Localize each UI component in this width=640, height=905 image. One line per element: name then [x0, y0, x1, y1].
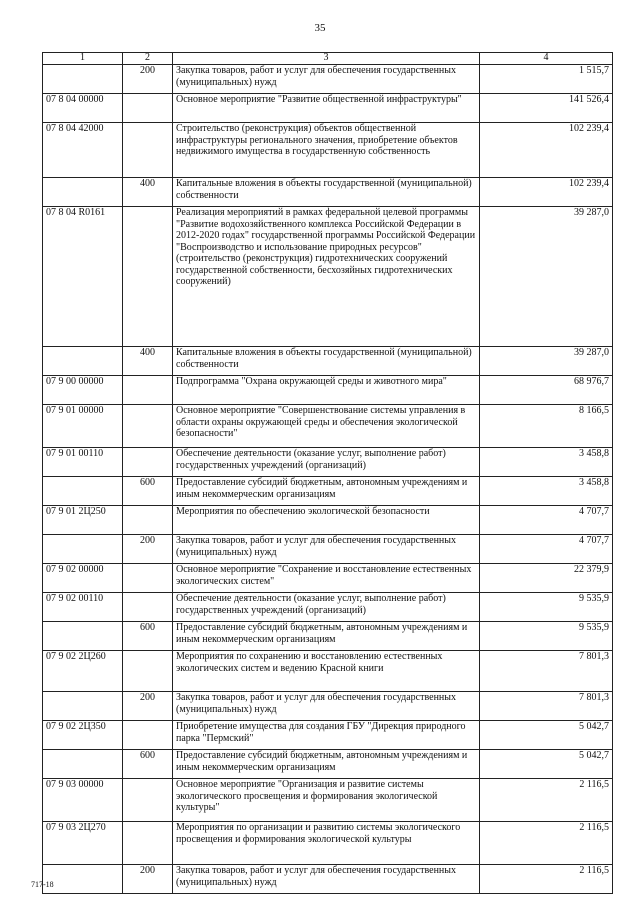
row-expense-type: [123, 376, 173, 405]
row-code: 07 9 02 00110: [43, 593, 123, 622]
row-name: Закупка товаров, работ и услуг для обеспечения государственных (муниципальных) нужд: [173, 65, 480, 94]
row-code: 07 9 01 00110: [43, 448, 123, 477]
row-amount: 9 535,9: [480, 622, 613, 651]
table-row: [43, 564, 613, 593]
row-expense-type: 200: [123, 535, 173, 564]
row-name: Основное мероприятие "Развитие общественной инфраструктуры": [173, 94, 480, 123]
table-row: [43, 822, 613, 865]
row-amount: 141 526,4: [480, 94, 613, 123]
row-code: [43, 692, 123, 721]
table-row: [43, 123, 613, 178]
table-row: [43, 477, 613, 506]
table-row: [43, 347, 613, 376]
row-expense-type: 400: [123, 347, 173, 376]
page-number: 35: [314, 22, 326, 34]
row-expense-type: [123, 123, 173, 178]
row-expense-type: [123, 721, 173, 750]
row-expense-type: [123, 207, 173, 347]
row-expense-type: [123, 506, 173, 535]
row-amount: 9 535,9: [480, 593, 613, 622]
table-row: [43, 651, 613, 692]
row-code: 07 9 01 2Ц250: [43, 506, 123, 535]
row-expense-type: [123, 593, 173, 622]
row-amount: 22 379,9: [480, 564, 613, 593]
row-code: 07 9 02 2Ц260: [43, 651, 123, 692]
row-amount: 7 801,3: [480, 651, 613, 692]
row-expense-type: [123, 405, 173, 448]
table-row: [43, 448, 613, 477]
row-code: 07 9 02 00000: [43, 564, 123, 593]
table-row: [43, 779, 613, 822]
row-amount: 102 239,4: [480, 123, 613, 178]
row-name: Закупка товаров, работ и услуг для обеспечения государственных (муниципальных) нужд: [173, 535, 480, 564]
table-row: [43, 506, 613, 535]
row-amount: 2 116,5: [480, 822, 613, 865]
document-code: 717-18: [31, 880, 54, 889]
table-row: [43, 721, 613, 750]
row-amount: 68 976,7: [480, 376, 613, 405]
row-code: [43, 178, 123, 207]
table-row: [43, 65, 613, 94]
row-name: Подпрограмма "Охрана окружающей среды и животного мира": [173, 376, 480, 405]
table-row: [43, 376, 613, 405]
row-name: Предоставление субсидий бюджетным, автономным учреждениям и иным некоммерческим организациям: [173, 622, 480, 651]
row-amount: 39 287,0: [480, 207, 613, 347]
row-expense-type: [123, 822, 173, 865]
row-name: Мероприятия по сохранению и восстановлению естественных экологических систем и ведению Красной книги: [173, 651, 480, 692]
table-row: [43, 178, 613, 207]
row-amount: 3 458,8: [480, 448, 613, 477]
row-name: Предоставление субсидий бюджетным, автономным учреждениям и иным некоммерческим организациям: [173, 750, 480, 779]
row-code: 07 9 02 2Ц350: [43, 721, 123, 750]
row-name: Приобретение имущества для создания ГБУ "Дирекция природного парка "Пермский": [173, 721, 480, 750]
table-row: [43, 94, 613, 123]
row-code: [43, 622, 123, 651]
row-code: [43, 65, 123, 94]
row-amount: 3 458,8: [480, 477, 613, 506]
row-name: Основное мероприятие "Сохранение и восстановление естественных экологических систем": [173, 564, 480, 593]
row-name: Основное мероприятие "Совершенствование системы управления в области охраны окружающей среды и обеспечения экологической безопасности": [173, 405, 480, 448]
row-name: Закупка товаров, работ и услуг для обеспечения государственных (муниципальных) нужд: [173, 692, 480, 721]
row-code: [43, 477, 123, 506]
row-amount: 1 515,7: [480, 65, 613, 94]
row-name: Обеспечение деятельности (оказание услуг, выполнение работ) государственных учреждений (организаций): [173, 593, 480, 622]
row-expense-type: 200: [123, 692, 173, 721]
table-row: [43, 750, 613, 779]
row-name: Основное мероприятие "Организация и развитие системы экологического просвещения и формирования экологической культуры": [173, 779, 480, 822]
header-col-2: 2: [123, 53, 173, 65]
row-amount: 5 042,7: [480, 721, 613, 750]
table-row: [43, 207, 613, 347]
row-code: [43, 750, 123, 779]
row-code: [43, 535, 123, 564]
row-amount: 5 042,7: [480, 750, 613, 779]
header-col-1: 1: [43, 53, 123, 65]
row-amount: 4 707,7: [480, 506, 613, 535]
row-code: 07 9 00 00000: [43, 376, 123, 405]
row-expense-type: 400: [123, 178, 173, 207]
row-name: Реализация мероприятий в рамках федеральной целевой программы "Развитие водохозяйственного комплекса Российской Федерации в 2012-2020 годах" государственной программы Российской Федерации "Воспроизводство и использование природных ресурсов" (строительство (реконструкция) гидротехнических сооружений государственной собственности, бесхозяйных гидротехнических сооружений): [173, 207, 480, 347]
table-body: [43, 65, 613, 894]
table-row: [43, 405, 613, 448]
row-expense-type: [123, 448, 173, 477]
row-name: Строительство (реконструкция) объектов общественной инфраструктуры регионального значения, приобретение объектов недвижимого имущества в государственную собственность: [173, 123, 480, 178]
row-code: 07 9 01 00000: [43, 405, 123, 448]
row-amount: 2 116,5: [480, 779, 613, 822]
table-row: [43, 622, 613, 651]
row-name: Мероприятия по организации и развитию системы экологического просвещения и формирования экологической культуры: [173, 822, 480, 865]
row-name: Предоставление субсидий бюджетным, автономным учреждениям и иным некоммерческим организациям: [173, 477, 480, 506]
row-code: 07 9 03 2Ц270: [43, 822, 123, 865]
row-expense-type: [123, 651, 173, 692]
row-expense-type: 600: [123, 750, 173, 779]
row-expense-type: [123, 94, 173, 123]
row-amount: 39 287,0: [480, 347, 613, 376]
table-row: [43, 865, 613, 894]
row-code: [43, 865, 123, 894]
row-expense-type: [123, 564, 173, 593]
header-col-3: 3: [173, 53, 480, 65]
row-name: Обеспечение деятельности (оказание услуг, выполнение работ) государственных учреждений (организаций): [173, 448, 480, 477]
row-amount: 102 239,4: [480, 178, 613, 207]
row-amount: 7 801,3: [480, 692, 613, 721]
row-code: 07 8 04 00000: [43, 94, 123, 123]
budget-table: [42, 52, 613, 894]
row-name: Мероприятия по обеспечению экологической безопасности: [173, 506, 480, 535]
row-amount: 8 166,5: [480, 405, 613, 448]
table-row: [43, 535, 613, 564]
row-name: Закупка товаров, работ и услуг для обеспечения государственных (муниципальных) нужд: [173, 865, 480, 894]
row-expense-type: 600: [123, 477, 173, 506]
row-code: 07 9 03 00000: [43, 779, 123, 822]
row-expense-type: 200: [123, 65, 173, 94]
row-name: Капитальные вложения в объекты государственной (муниципальной) собственности: [173, 347, 480, 376]
header-col-4: 4: [480, 53, 613, 65]
table-row: [43, 593, 613, 622]
row-amount: 2 116,5: [480, 865, 613, 894]
row-code: 07 8 04 R0161: [43, 207, 123, 347]
table-header-row: [43, 53, 613, 65]
row-amount: 4 707,7: [480, 535, 613, 564]
row-code: 07 8 04 42000: [43, 123, 123, 178]
row-code: [43, 347, 123, 376]
table-row: [43, 692, 613, 721]
row-expense-type: 200: [123, 865, 173, 894]
row-expense-type: [123, 779, 173, 822]
row-name: Капитальные вложения в объекты государственной (муниципальной) собственности: [173, 178, 480, 207]
row-expense-type: 600: [123, 622, 173, 651]
